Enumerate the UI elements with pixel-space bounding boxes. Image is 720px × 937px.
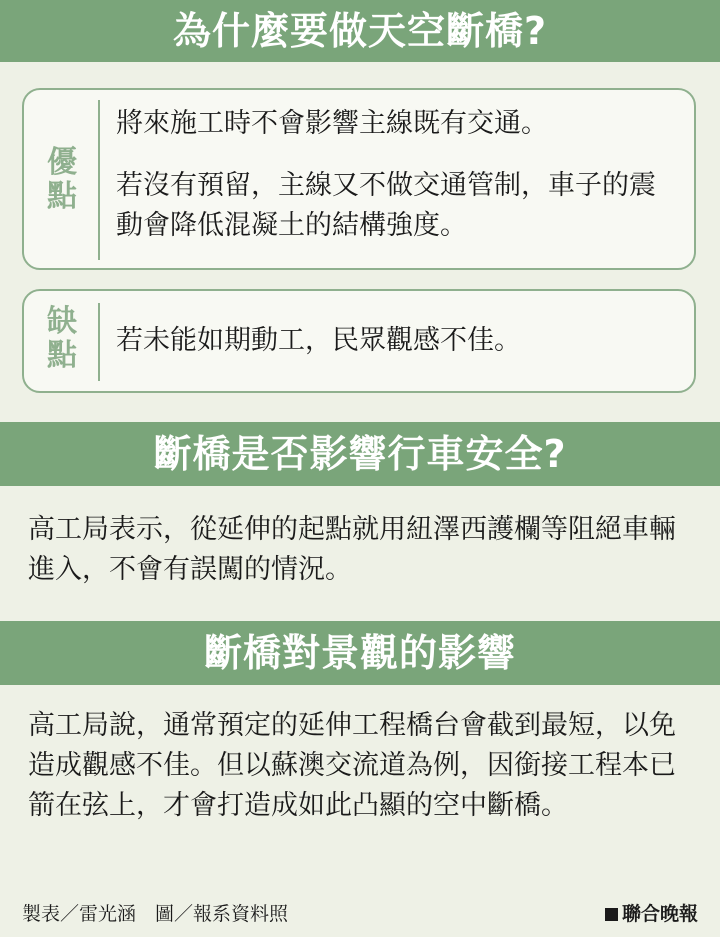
pros-tag: 優點 bbox=[47, 145, 77, 214]
footer-credit: 製表／雷光涵 圖／報系資料照 bbox=[22, 903, 289, 925]
cons-tag: 缺點 bbox=[47, 304, 77, 373]
section-title-safety: 斷橋是否影響行車安全? bbox=[0, 422, 720, 486]
cons-divider bbox=[98, 303, 100, 381]
safety-paragraph: 高工局表示，從延伸的起點就用紐澤西護欄等阻絕車輛進入，不會有誤闖的情況。 bbox=[28, 514, 676, 585]
pros-point-1: 將來施工時不會影響主線既有交通。 bbox=[116, 108, 548, 139]
section-title-landscape: 斷橋對景觀的影響 bbox=[0, 621, 720, 685]
section-title-why-build: 為什麼要做天空斷橋? bbox=[0, 0, 720, 62]
footer-source bbox=[605, 898, 698, 930]
cons-point-1: 若未能如期動工，民眾觀感不佳。 bbox=[116, 325, 521, 356]
pros-divider bbox=[98, 100, 100, 260]
square-bullet-icon bbox=[605, 908, 618, 921]
pros-point-2: 若沒有預留，主線又不做交通管制，車子的震動會降低混凝土的結構強度。 bbox=[116, 170, 656, 241]
landscape-paragraph: 高工局說，通常預定的延伸工程橋台會截到最短，以免造成觀感不佳。但以蘇澳交流道為例，因銜接工程本已箭在弦上，才會打造成如此凸顯的空中斷橋。 bbox=[28, 710, 676, 821]
footer-source-label: 聯合晚報 bbox=[621, 903, 698, 925]
pros-card bbox=[22, 88, 696, 270]
cons-card bbox=[22, 289, 696, 393]
